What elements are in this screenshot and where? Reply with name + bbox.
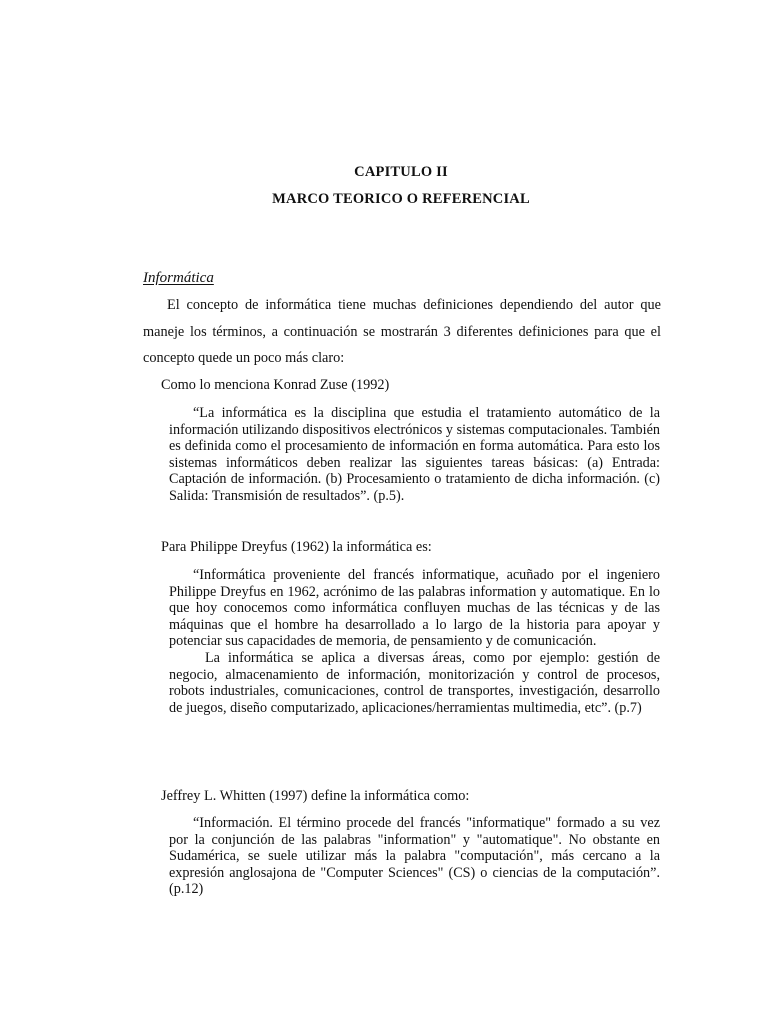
zuse-quote [169,405,660,505]
section-heading: Informática [143,270,214,286]
whitten-lead: Jeffrey L. Whitten (1997) define la informática como: [161,788,470,804]
zuse-quote-text: “La informática es la disciplina que estudia el tratamiento automático de la información utilizando dispositivos electrónicos y sistemas computacionales. También es definida como el procesamiento de información en forma automática. Para esto los sistemas informáticos deben realizar las siguientes tareas básicas: (a) Entrada: Captación de información. (b) Procesamiento o tratamiento de dicha información. (c) Salida: Transmisión de resultados”. (p.5). [169,405,660,504]
chapter-title: MARCO TEORICO O REFERENCIAL [272,191,530,207]
whitten-quote-text: “Información. El término procede del francés "informatique" formado a su vez por la conjunción de las palabras "information" y "automatique". No obstante en Sudamérica, se suele utilizar más la palabra "computación", más cercano a la expresión anglosajona de "Computer Sciences" (CS) o ciencias de la computación”. (p.12) [169,815,660,898]
whitten-quote [169,815,660,898]
dreyfus-quote [169,567,660,716]
dreyfus-lead: Para Philippe Dreyfus (1962) la informática es: [161,539,432,555]
zuse-lead: Como lo menciona Konrad Zuse (1992) [161,377,390,393]
chapter-number: CAPITULO II [354,164,448,180]
intro-paragraph [143,292,661,372]
dreyfus-quote-paragraph-1: “Informática proveniente del francés informatique, acuñado por el ingeniero Philippe Dreyfus en 1962, acrónimo de las palabras information y automatique. En lo que hoy conocemos como informática confluyen muchas de las técnicas y de las máquinas que el hombre ha desarrollado a lo largo de la historia para apoyar y potenciar sus capacidades de memoria, de pensamiento y de comunicación. [169,567,660,650]
intro-text: El concepto de informática tiene muchas definiciones dependiendo del autor que maneje los términos, a continuación se mostrarán 3 diferentes definiciones para que el concepto quede un poco más claro: [143,297,661,366]
dreyfus-quote-paragraph-2: La informática se aplica a diversas áreas, como por ejemplo: gestión de negocio, almacenamiento de información, monitorización y control de procesos, robots industriales, comunicaciones, control de transportes, investigación, desarrollo de juegos, diseño computarizado, aplicaciones/herramientas multimedia, etc”. (p.7) [169,649,660,716]
